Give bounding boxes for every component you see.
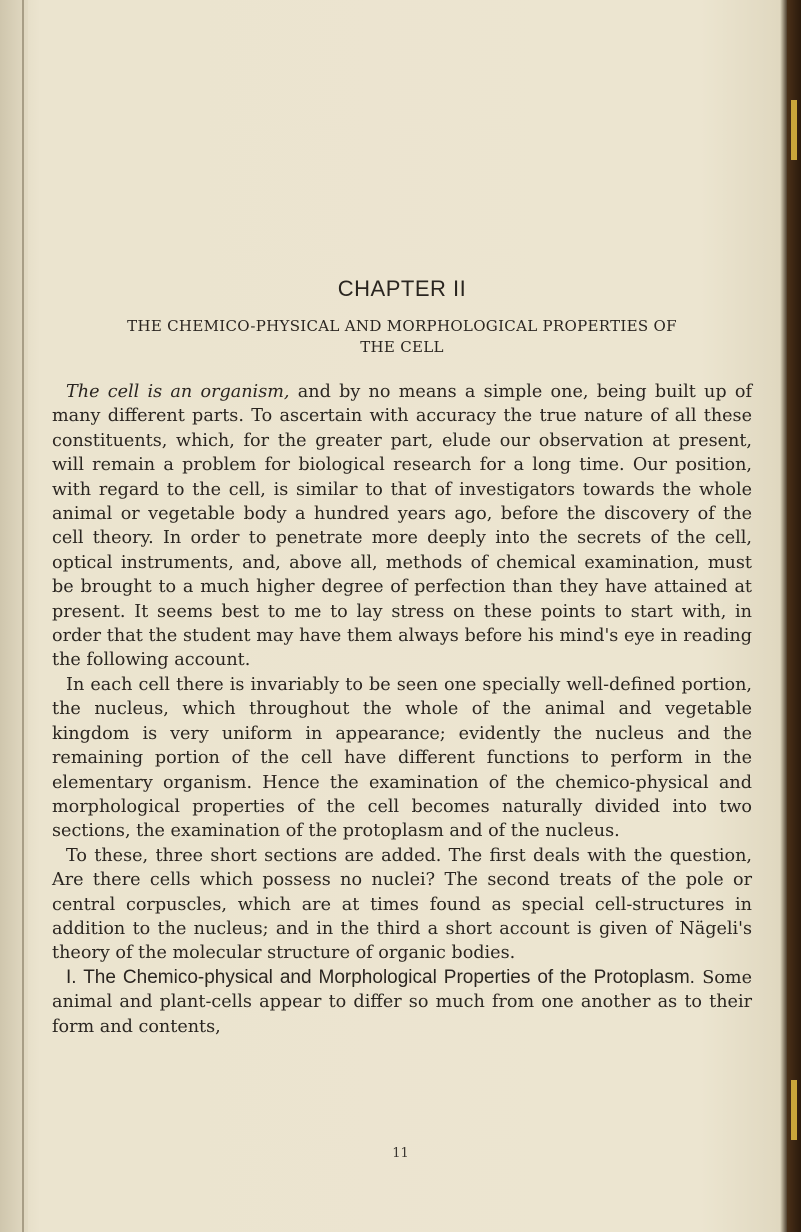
paragraph <box>52 673 752 844</box>
paragraph-text: and by no means a simple one, being built up of many different parts. To ascertain with accuracy the true nature of all these constituents, which, for the greater part, elude our observation at present, will remain a problem for biological research for a long time. Our position, with regard to the cell, is similar to that of investigators towards the whole animal or vegetable body a hundred years ago, before the discovery of the cell theory. In order to penetrate more deeply into the secrets of the cell, optical instruments, and, above all, methods of chemical examination, must be brought to a much higher degree of perfection than they have attained at present. It seems best to me to lay stress on these points to start with, in order that the student may have them always before his mind's eye in reading the following account. <box>52 382 752 671</box>
section-heading: I. The Chemico-physical and Morphological Properties of the Protoplasm. <box>66 966 695 988</box>
paragraph-text: In each cell there is invariably to be seen one specially well-defined portion, the nucleus, which throughout the whole of the animal and vegetable kingdom is very uniform in appearance; evidently the nucleus and the remaining portion of the cell have different functions to perform in the elementary organism. Hence the examination of the chemico-physical and morphological properties of the cell becomes naturally divided into two sections, the examination of the protoplasm and of the nucleus. <box>52 674 752 842</box>
paragraph-lead-italic: The cell is an organism, <box>66 382 290 402</box>
chapter-heading: CHAPTER II <box>337 276 467 301</box>
spine-mark <box>791 1080 797 1140</box>
paragraph <box>52 844 752 966</box>
spine-mark <box>791 100 797 160</box>
page-gutter <box>0 0 28 1232</box>
chapter-subtitle-line: THE CELL <box>360 338 444 356</box>
chapter-subtitle <box>52 316 752 358</box>
paragraph <box>52 966 752 1039</box>
paragraph-text: Some animal and plant-cells appear to differ so much from one another as to their form and contents, <box>52 967 752 1037</box>
paragraph-text: To these, three short sections are added. The first deals with the question, Are there cells which possess no nuclei? The second treats of the pole or central corpuscles, which are at times found as special cell-structures in addition to the nucleus; and in the third a short account is given of Nägeli's theory of the molecular structure of organic bodies. <box>52 845 752 964</box>
paragraph <box>52 380 752 673</box>
page-number: 11 <box>392 1146 409 1161</box>
chapter-subtitle-line: THE CHEMICO-PHYSICAL AND MORPHOLOGICAL PROPERTIES OF <box>127 317 677 335</box>
page-content <box>52 276 752 1039</box>
book-spine <box>787 0 801 1232</box>
